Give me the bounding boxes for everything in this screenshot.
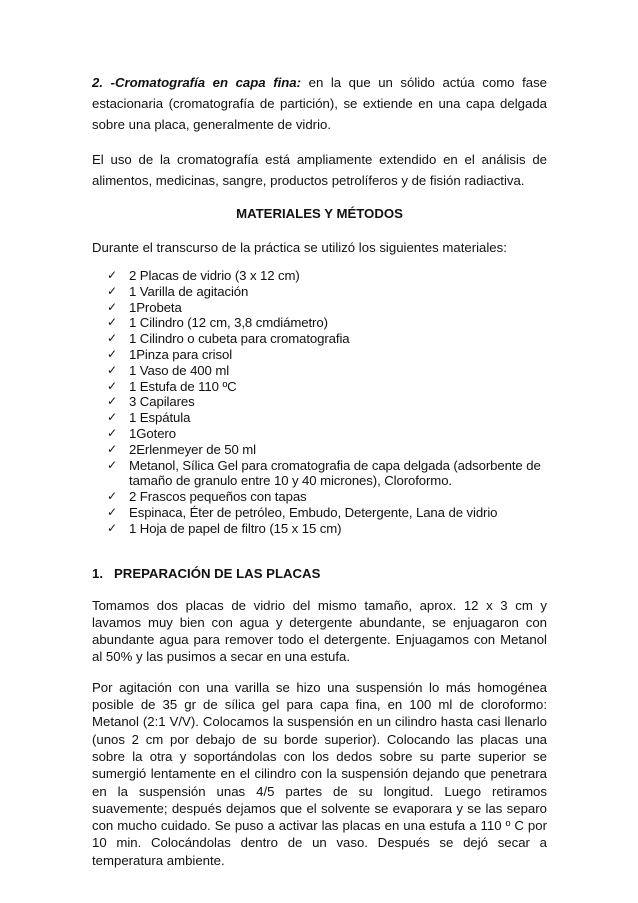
list-item-text: 2 Frascos pequeños con tapas	[129, 489, 307, 505]
list-item-text: Metanol, Sílica Gel para cromatografia de capa delgada (adsorbente de tamaño de granulo entre 10 y 40 micrones), Cloroformo.	[129, 457, 541, 489]
subsection-number: 1.	[92, 565, 103, 581]
list-item	[107, 442, 547, 458]
check-icon: ✓	[107, 346, 117, 361]
list-item	[107, 458, 547, 490]
list-item	[107, 363, 547, 379]
list-item-text: 1 Espátula	[129, 410, 191, 426]
list-item-text: Espinaca, Éter de petróleo, Embudo, Detergente, Lana de vidrio	[129, 504, 498, 520]
list-item-text: 1Probeta	[129, 299, 182, 315]
list-item-text: 3 Capilares	[129, 394, 195, 410]
body-paragraph: Tomamos dos placas de vidrio del mismo tamaño, aprox. 12 x 3 cm y lavamos muy bien con agua y detergente abundante, se enjuagaron con abundante agua para remover todo el detergente. Enjuagamos con Metanol al 50% y las pusimos a secar en una estufa.	[92, 597, 547, 665]
list-item-text: 1 Hoja de papel de filtro (15 x 15 cm)	[129, 520, 342, 536]
list-item-text: 1 Cilindro o cubeta para cromatografia	[129, 331, 350, 347]
list-item-text: 2 Placas de vidrio (3 x 12 cm)	[129, 268, 300, 283]
list-item-text: 1 Vaso de 400 ml	[129, 362, 230, 378]
list-item	[107, 521, 547, 537]
list-item	[107, 284, 547, 300]
list-item	[107, 505, 547, 521]
check-icon: ✓	[107, 504, 117, 519]
subsection-heading	[92, 565, 547, 583]
check-icon: ✓	[107, 331, 117, 346]
materials-intro: Durante el transcurso de la práctica se utilizó los siguientes materiales:	[92, 240, 507, 255]
intro-lead: 2. -Cromatografía en capa fina:	[92, 75, 302, 90]
list-item	[107, 489, 547, 505]
check-icon: ✓	[107, 520, 117, 535]
list-item-text: 1 Varilla de agitación	[129, 283, 249, 299]
list-item	[107, 300, 547, 316]
check-icon: ✓	[107, 268, 117, 282]
list-item	[107, 268, 547, 284]
check-icon: ✓	[107, 362, 117, 377]
list-item	[107, 426, 547, 442]
section-title: MATERIALES Y MÉTODOS	[236, 206, 403, 221]
check-icon: ✓	[107, 283, 117, 298]
materials-list	[92, 268, 547, 537]
check-icon: ✓	[107, 315, 117, 330]
list-item-text: 2Erlenmeyer de 50 ml	[129, 441, 257, 457]
uses-paragraph: El uso de la cromatografía está ampliamente extendido en el análisis de alimentos, medicinas, sangre, productos petrolíferos y de fisión radiactiva.	[92, 152, 547, 188]
list-item	[107, 347, 547, 363]
list-item	[107, 315, 547, 331]
check-icon: ✓	[107, 489, 117, 504]
subsection-title: PREPARACIÓN DE LAS PLACAS	[114, 565, 321, 581]
list-item-text: 1 Estufa de 110 ºC	[129, 378, 237, 394]
check-icon: ✓	[107, 394, 117, 409]
intro-text: en la que un sólido actúa como fase estacionaria (cromatografía de partición), se extiende en una capa delgada sobre una placa, generalmente de vidrio.	[92, 75, 547, 132]
intro-paragraph	[92, 72, 547, 135]
list-item	[107, 410, 547, 426]
check-icon: ✓	[107, 457, 117, 472]
list-item-text: 1Pinza para crisol	[129, 346, 233, 362]
list-item	[107, 331, 547, 347]
body-paragraph: Por agitación con una varilla se hizo una suspensión lo más homogénea posible de 35 gr de sílica gel para capa fina, en 100 ml de cloroformo: Metanol (2:1 V/V). Colocamos la suspensión en un cilindro hasta casi llenarlo (unos 2 cm por debajo de su borde superior). Colocando las placas una sobre la otra y soportándolas con los dedos sobre su parte superior se sumergió lentamente en el cilindro con la suspensión dejando que penetrara en la suspensión unas 4/5 partes de su longitud. Luego retiramos suavemente; después dejamos que el solvente se evaporara y se las separo con mucho cuidado. Se puso a activar las placas en una estufa a 110 º C por 10 min. Colocándolas dentro de un vaso. Después se dejó secar a temperatura ambiente.	[92, 679, 547, 868]
list-item-text: 1Gotero	[129, 425, 176, 441]
check-icon: ✓	[107, 299, 117, 314]
document-page	[92, 72, 547, 882]
list-item-text: 1 Cilindro (12 cm, 3,8 cmdiámetro)	[129, 315, 328, 331]
check-icon: ✓	[107, 425, 117, 440]
check-icon: ✓	[107, 378, 117, 393]
list-item	[107, 379, 547, 395]
check-icon: ✓	[107, 410, 117, 425]
check-icon: ✓	[107, 441, 117, 456]
list-item	[107, 394, 547, 410]
